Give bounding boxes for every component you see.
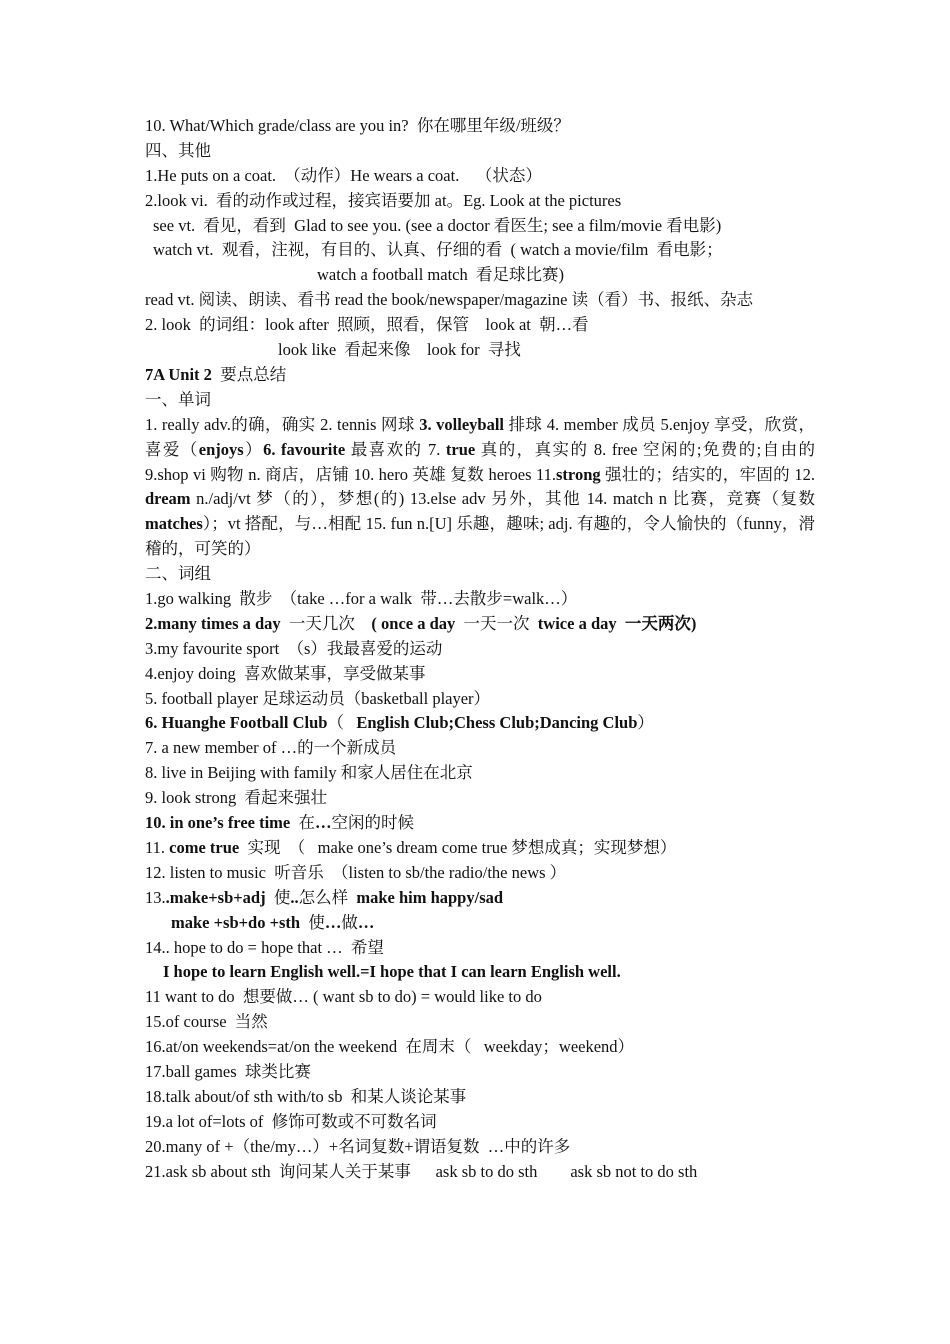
document-page (145, 114, 815, 1184)
text-run: 强壮的；结实的，牢固的 12. (600, 464, 816, 484)
text-line: 1.go walking 散步 （take …for a walk 带…去散步=walk…） (145, 589, 578, 609)
text-run: 最喜欢的 7. (345, 439, 446, 459)
text-line: 8. live in Beijing with family 和家人居住在北京 (145, 763, 473, 783)
text-line: 9. look strong 看起来强壮 (145, 788, 327, 808)
text-run: 1. really adv.的确，确实 2. tennis 网球 (145, 414, 420, 434)
text-line: watch vt. 观看，注视，有目的、认真、仔细的看 ( watch a movie/film 看电影； (153, 240, 723, 260)
text-line: 10. What/Which grade/class are you in? 你在哪里年级/班级？ (145, 116, 570, 135)
text-run: 使 (300, 912, 325, 932)
text-line (145, 612, 815, 637)
text-run: 实现 （ make one’s dream come true 梦想成真；实现梦想） (239, 837, 677, 857)
text-line: 18.talk about/of sth with/to sb 和某人谈论某事 (145, 1086, 467, 1106)
text-bold: 3. volleyball (419, 414, 504, 434)
text-run: 真的，真实的 8. free 空闲的;免费的;自由的 9.shop vi 购物 n. 商店，店铺 10. hero 英雄 复数 heroes 11. (145, 439, 816, 484)
text-line (145, 711, 815, 736)
text-line: 21.ask sb about sth 询问某人关于某事 ask sb to do sth ask sb not to do sth (145, 1161, 698, 1181)
text-bold: ( once a day (371, 613, 456, 633)
text-bold: strong (556, 464, 601, 484)
text-line: 17.ball games 球类比赛 (145, 1061, 311, 1081)
text-line: 14.. hope to do = hope that … 希望 (145, 937, 384, 957)
text-line: 7. a new member of …的一个新成员 (145, 738, 397, 758)
text-bold: dream (145, 489, 191, 509)
text-line (145, 811, 815, 836)
text-line: look like 看起来像 look for 寻找 (278, 340, 521, 360)
text-line: 19.a lot of=lots of 修饰可数或不可数名词 (145, 1111, 437, 1131)
text-run: 11. (145, 837, 170, 857)
text-bold: matches (145, 514, 203, 534)
text-line: 20.many of +（the/my…）+名词复数+谓语复数 …中的许多 (145, 1136, 571, 1156)
text-bold: … (324, 912, 342, 932)
text-bold: … (357, 912, 375, 932)
text-bold: .. (290, 887, 299, 907)
text-line: 16.at/on weekends=at/on the weekend 在周末（ weekday；weekend） (145, 1037, 635, 1057)
text-run: n./adj/vt 梦（的），梦想(的) 13.else adv 另外，其他 14. match n 比赛，竞赛（复数 (190, 489, 815, 509)
text-line: 5. football player 足球运动员（basketball player） (145, 688, 491, 708)
text-run: ） (243, 439, 264, 459)
text-line: 3.my favourite sport （s）我最喜爱的运动 (145, 638, 443, 658)
section-heading: 一、单词 (145, 389, 211, 409)
text-bold: 一天两次) (616, 613, 697, 633)
text-run: 做 (341, 912, 358, 932)
text-line: 12. listen to music 听音乐 （listen to sb/the radio/the news ） (145, 862, 567, 882)
text-bold: 6. favourite (263, 439, 346, 459)
text-bold: come true (169, 837, 240, 857)
text-paragraph: read vt. 阅读、朗读、看书 read the book/newspaper/magazine 读（看）书、报纸、杂志 (145, 290, 754, 310)
text-run: 一天几次 (280, 613, 372, 633)
text-line: 15.of course 当然 (145, 1012, 268, 1032)
text-bold: twice a day (537, 613, 617, 633)
unit-title: 7A Unit 2 (145, 364, 212, 384)
text-bold: .make+sb+adj (165, 887, 266, 907)
text-line: 1.He puts on a coat. （动作）He wears a coat. （状态） (145, 165, 542, 185)
text-run: ） (637, 713, 654, 733)
text-run: 空闲的时候 (331, 813, 415, 833)
text-line: 2.look vi. 看的动作或过程，接宾语要加 at。Eg. Look at the pictures (145, 190, 622, 210)
text-run: 排球 4. member 成员 5.enjoy 享受，欣赏，喜爱（ (145, 414, 816, 459)
text-run: （ (327, 713, 357, 733)
text-bold: make him happy/sad (356, 887, 504, 907)
text-bold: … (315, 813, 332, 833)
section-heading: 四、其他 (145, 140, 211, 160)
text-line: 2. look 的词组：look after 照顾，照看，保管 look at 朝…看 (145, 315, 589, 335)
text-run: 13. (145, 887, 166, 907)
unit-heading (145, 363, 815, 388)
text-line (145, 911, 815, 936)
text-bold: 6. Huanghe Football Club (145, 713, 328, 733)
text-line: watch a football match 看足球比赛) (317, 265, 564, 285)
text-bold: 10. in one’s free time (145, 813, 291, 833)
text-run: 怎么样 (298, 887, 357, 907)
text-line: I hope to learn English well.=I hope that I can learn English well. (163, 962, 621, 982)
section-heading: 二、词组 (145, 564, 211, 584)
text-bold: make +sb+do +sth (171, 912, 301, 932)
unit-subtitle: 要点总结 (211, 364, 287, 384)
text-line: see vt. 看见，看到 Glad to see you. (see a doctor 看医生; see a film/movie 看电影) (153, 215, 722, 235)
text-line (145, 886, 815, 911)
text-bold: enjoys (198, 439, 244, 459)
text-line: 11 want to do 想要做… ( want sb to do) = would like to do (145, 987, 542, 1007)
text-bold: 2.many times a day (145, 613, 281, 633)
text-line: 4.enjoy doing 喜欢做某事，享受做某事 (145, 663, 426, 683)
text-run: 在 (290, 813, 316, 833)
vocabulary-paragraph (145, 413, 815, 562)
text-line (145, 836, 815, 861)
text-run: 使 (265, 887, 291, 907)
text-run: ）；vt 搭配，与…相配 15. fun n.[U] 乐趣，趣味; adj. 有趣的，令人愉快的（funny，滑稽的，可笑的） (145, 514, 815, 559)
text-bold: English Club;Chess Club;Dancing Club (356, 713, 638, 733)
text-bold: true (445, 439, 476, 459)
text-run: 一天一次 (455, 613, 538, 633)
